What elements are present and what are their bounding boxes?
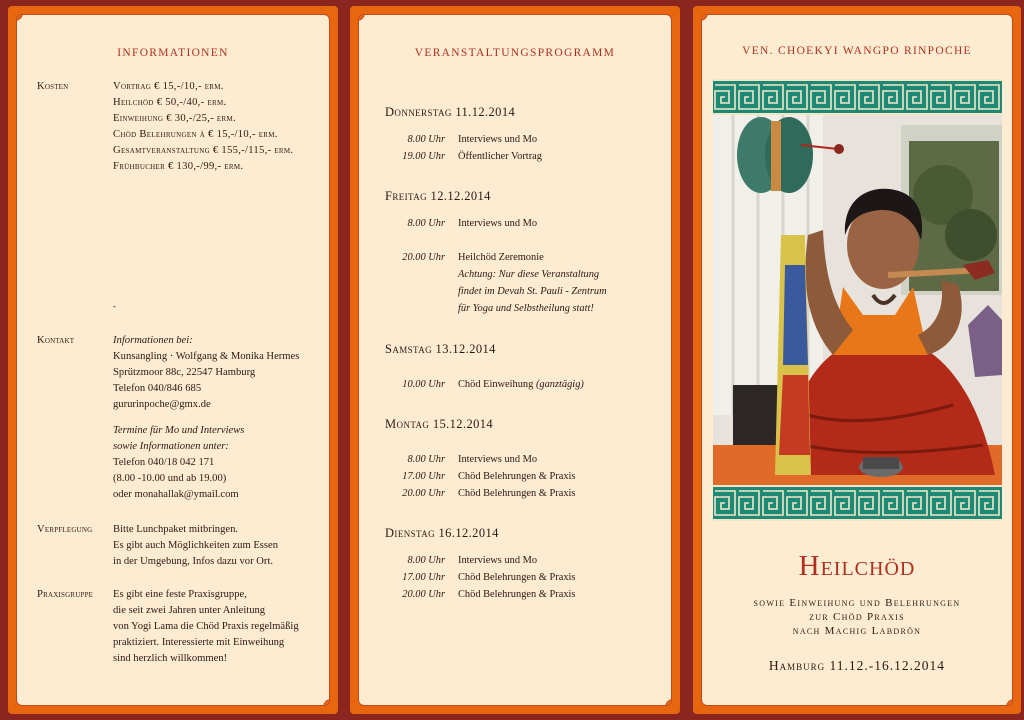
key-pattern-icon bbox=[713, 81, 1002, 113]
event-title: Chöd Belehrungen & Praxis bbox=[458, 488, 576, 499]
day-title: Donnerstag 11.12.2014 bbox=[385, 105, 516, 119]
cover-subtitle bbox=[702, 596, 1012, 638]
program-panel bbox=[350, 6, 680, 714]
kontakt-line: Telefon 040/846 685 bbox=[113, 383, 202, 394]
praxisgruppe-list bbox=[113, 587, 315, 667]
event-row bbox=[359, 249, 671, 317]
event-row bbox=[359, 451, 671, 468]
kontakt-email[interactable]: gururinpoche@gmx.de bbox=[113, 399, 211, 410]
kontakt-email-2[interactable]: oder monahallak@ymail.com bbox=[113, 489, 239, 500]
practitioner-photo-icon bbox=[713, 115, 1002, 485]
event-note: für Yoga und Selbstheilung statt! bbox=[458, 303, 594, 314]
event-row bbox=[359, 376, 671, 393]
kosten-section bbox=[37, 79, 315, 175]
verpflegung-list bbox=[113, 522, 315, 570]
event-title: Interviews und Mo bbox=[458, 218, 538, 229]
event-title: Öffentlicher Vortrag bbox=[458, 151, 542, 162]
event-time: 20.00 Uhr bbox=[402, 589, 445, 600]
program-panel-page bbox=[358, 14, 672, 706]
day-title: Samstag 13.12.2014 bbox=[385, 342, 496, 356]
event-row bbox=[359, 131, 671, 148]
praxisgruppe-line: von Yogi Lama die Chöd Praxis regelmäßig bbox=[113, 621, 299, 632]
event-row bbox=[359, 468, 671, 485]
kosten-label: Kosten bbox=[37, 81, 69, 92]
praxisgruppe-line: praktiziert. Interessierte mit Einweihung bbox=[113, 637, 285, 648]
kosten-line: Einweihung € 30,-/25,- erm. bbox=[113, 113, 236, 124]
cover-subtitle-line: nach Machig Labdrön bbox=[792, 625, 922, 637]
kontakt-intro-2: Termine für Mo und Interviews bbox=[113, 425, 245, 436]
event-time: 19.00 Uhr bbox=[402, 151, 445, 162]
event-title: Chöd Belehrungen & Praxis bbox=[458, 471, 576, 482]
verpflegung-line: Es gibt auch Möglichkeiten zum Essen bbox=[113, 540, 279, 551]
event-title: Chöd Belehrungen & Praxis bbox=[458, 572, 576, 583]
kontakt-line: (8.00 -10.00 und ab 19.00) bbox=[113, 473, 227, 484]
event-title: Chöd Einweihung bbox=[458, 379, 534, 390]
event-row bbox=[359, 485, 671, 502]
event-title: Interviews und Mo bbox=[458, 555, 538, 566]
event-time: 10.00 Uhr bbox=[402, 379, 445, 390]
kontakt-list bbox=[113, 333, 315, 503]
kontakt-intro-2b: sowie Informationen unter: bbox=[113, 441, 229, 452]
event-row bbox=[359, 586, 671, 603]
kontakt-line: Telefon 040/18 042 171 bbox=[113, 457, 215, 468]
kosten-line: Frühbucher € 130,-/99,- erm. bbox=[113, 161, 244, 172]
day-title: Freitag 12.12.2014 bbox=[385, 189, 491, 203]
event-time: 20.00 Uhr bbox=[402, 488, 445, 499]
kontakt-label: Kontakt bbox=[37, 335, 75, 346]
event-time: 17.00 Uhr bbox=[402, 471, 445, 482]
event-row bbox=[359, 215, 671, 232]
event-row bbox=[359, 148, 671, 165]
verpflegung-line: in der Umgebung, Infos dazu vor Ort. bbox=[113, 556, 274, 567]
event-row bbox=[359, 552, 671, 569]
event-time: 8.00 Uhr bbox=[407, 555, 445, 566]
rinpoche-photo bbox=[713, 115, 1002, 485]
day-title: Dienstag 16.12.2014 bbox=[385, 526, 499, 540]
event-title: Interviews und Mo bbox=[458, 134, 538, 145]
verpflegung-line: Bitte Lunchpaket mitbringen. bbox=[113, 524, 239, 535]
kosten-list bbox=[113, 79, 315, 175]
ornament-band-top bbox=[713, 79, 1002, 115]
cover-subtitle-line: zur Chöd Praxis bbox=[809, 611, 905, 623]
praxisgruppe-line: Es gibt eine feste Praxisgruppe, bbox=[113, 589, 247, 600]
event-time: 8.00 Uhr bbox=[407, 454, 445, 465]
event-time: 8.00 Uhr bbox=[407, 134, 445, 145]
kontakt-intro: Informationen bei: bbox=[113, 335, 193, 346]
praxisgruppe-line: sind herzlich willkommen! bbox=[113, 653, 228, 664]
event-time: 8.00 Uhr bbox=[407, 218, 445, 229]
event-note: Achtung: Nur diese Veranstaltung bbox=[458, 269, 600, 280]
kontakt-line: Sprützmoor 88c, 22547 Hamburg bbox=[113, 367, 256, 378]
event-row bbox=[359, 569, 671, 586]
ornament-band-bottom bbox=[713, 485, 1002, 521]
verpflegung-label: Verpflegung bbox=[37, 524, 93, 535]
cover-panel bbox=[693, 6, 1021, 714]
cover-subtitle-line: sowie Einweihung und Belehrungen bbox=[753, 597, 961, 609]
event-time: 20.00 Uhr bbox=[402, 252, 445, 263]
info-heading: INFORMATIONEN bbox=[117, 47, 229, 59]
event-title: Chöd Belehrungen & Praxis bbox=[458, 589, 576, 600]
info-panel-page bbox=[16, 14, 330, 706]
praxisgruppe-section bbox=[37, 587, 315, 667]
event-time: 17.00 Uhr bbox=[402, 572, 445, 583]
event-title: Heilchöd Zeremonie bbox=[458, 252, 544, 263]
stray-mark: - bbox=[113, 301, 116, 311]
program-heading: VERANSTALTUNGSPROGRAMM bbox=[414, 47, 616, 59]
info-panel bbox=[8, 6, 338, 714]
key-pattern-icon bbox=[713, 487, 1002, 519]
praxisgruppe-label: Praxisgruppe bbox=[37, 589, 94, 600]
event-title: Interviews und Mo bbox=[458, 454, 538, 465]
praxisgruppe-line: die seit zwei Jahren unter Anleitung bbox=[113, 605, 266, 616]
teacher-name: VEN. CHOEKYI WANGPO RINPOCHE bbox=[742, 45, 972, 57]
event-note: findet im Devah St. Pauli - Zentrum bbox=[458, 286, 607, 297]
verpflegung-section bbox=[37, 522, 315, 570]
kontakt-line: Kunsangling · Wolfgang & Monika Hermes bbox=[113, 351, 300, 362]
kosten-line: Vortrag € 15,-/10,- erm. bbox=[113, 81, 224, 92]
kosten-line: Chöd Belehrungen à € 15,-/10,- erm. bbox=[113, 129, 278, 140]
kosten-line: Gesamtveranstaltung € 155,-/115,- erm. bbox=[113, 145, 294, 156]
event-suffix: (ganztägig) bbox=[535, 379, 584, 390]
day-title: Montag 15.12.2014 bbox=[385, 417, 494, 431]
cover-place-date: Hamburg 11.12.-16.12.2014 bbox=[768, 658, 946, 673]
cover-title: Heilchöd bbox=[798, 550, 916, 582]
event-title-wrap bbox=[458, 376, 671, 393]
kosten-line: Heilchöd € 50,-/40,- erm. bbox=[113, 97, 227, 108]
kontakt-section bbox=[37, 333, 315, 503]
cover-panel-page bbox=[701, 14, 1013, 706]
